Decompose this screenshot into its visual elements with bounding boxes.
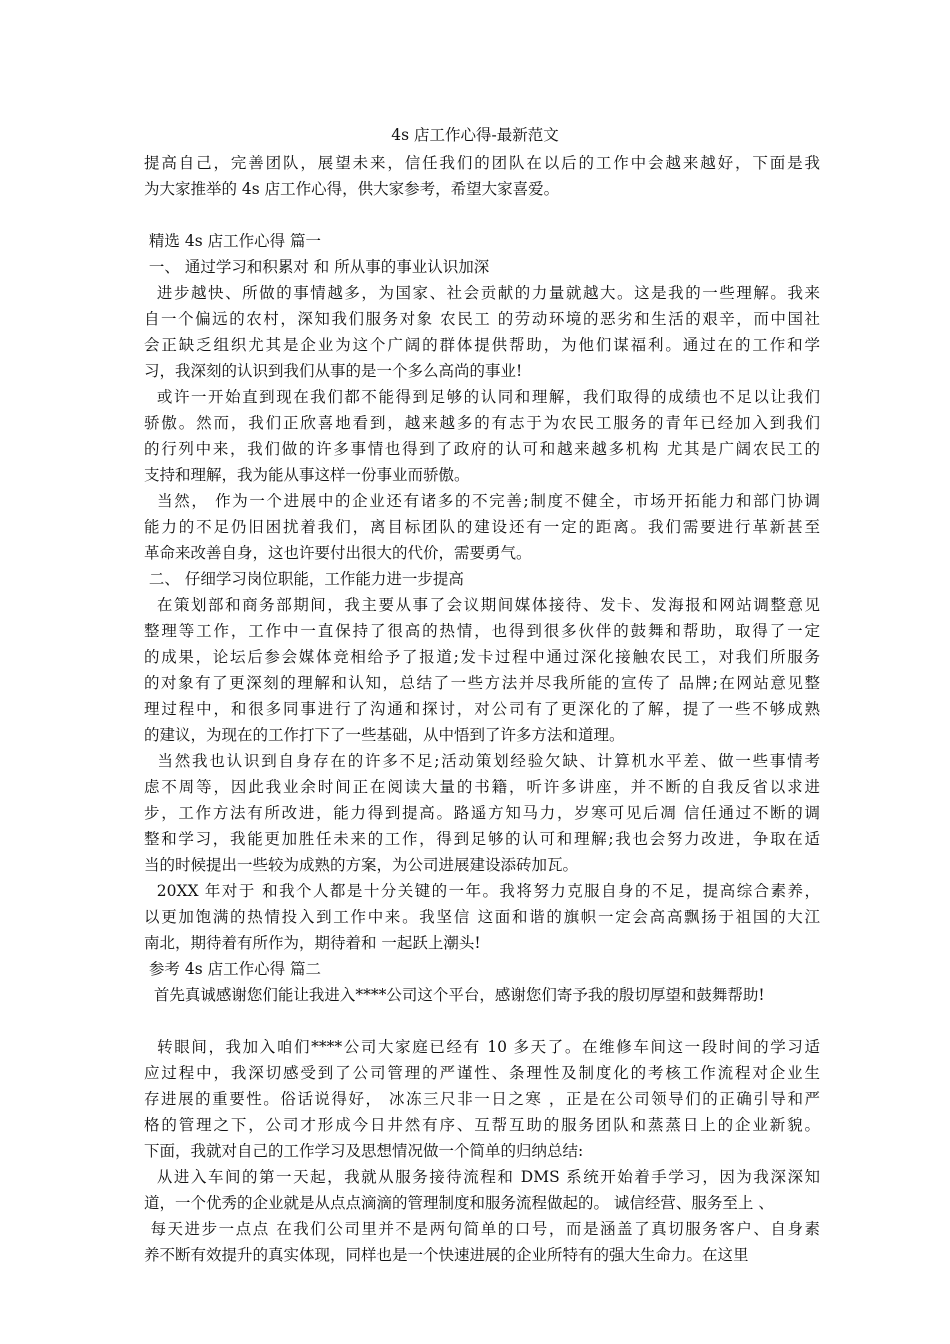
text-line: 在策划部和商务部期间，我主要从事了会议期间媒体接待、发卡、发海报和网站调整意见 bbox=[144, 596, 820, 614]
document-body bbox=[144, 150, 820, 1268]
text-line: 从进入车间的第一天起，我就从服务接待流程和 DMS 系统开始着手学习，因为我深深知 bbox=[144, 1168, 820, 1186]
text-line: 的行列中来，我们做的许多事情也得到了政府的认可和越来越多机构 尤其是广阔农民工的 bbox=[144, 440, 820, 458]
text-line: 当然我也认识到自身存在的许多不足;活动策划经验欠缺、计算机水平差、做一些事情考 bbox=[144, 752, 820, 770]
text-line: 以更加饱满的热情投入到工作中来。我坚信 这面和谐的旗帜一定会高高飘扬于祖国的大江 bbox=[144, 908, 820, 926]
text-line: 20XX 年对于 和我个人都是十分关键的一年。我将努力克服自身的不足，提高综合素养， bbox=[144, 882, 820, 900]
text-line: 精选 4s 店工作心得 篇一 bbox=[144, 232, 322, 250]
text-line: 革命来改善自身，这也许要付出很大的代价，需要勇气。 bbox=[144, 544, 532, 562]
text-line: 整理等工作，工作中一直保持了很高的热情，也得到很多伙伴的鼓舞和帮助，取得了一定 bbox=[144, 622, 820, 640]
blank-line bbox=[144, 1008, 820, 1034]
text-line: 为大家推举的 4s 店工作心得，供大家参考，希望大家喜爱。 bbox=[144, 180, 560, 198]
text-line: 骄傲。然而，我们正欣喜地看到，越来越多的有志于为农民工服务的青年已经加入到我们 bbox=[144, 414, 820, 432]
text-line: 当然， 作为一个进展中的企业还有诸多的不完善;制度不健全，市场开拓能力和部门协调 bbox=[144, 492, 820, 510]
text-line: 应过程中，我深切感受到了公司管理的严谨性、条理性及制度化的考核工作流程对企业生 bbox=[144, 1064, 820, 1082]
text-line: 或许一开始直到现在我们都不能得到足够的认同和理解，我们取得的成绩也不足以让我们 bbox=[144, 388, 820, 406]
text-line: 转眼间，我加入咱们****公司大家庭已经有 10 多天了。在维修车间这一段时间的学习适 bbox=[144, 1038, 820, 1056]
text-line: 格的管理之下，公司才形成今日井然有序、互帮互助的服务团队和蒸蒸日上的企业新貌。 bbox=[144, 1116, 820, 1134]
text-line: 的成果，论坛后参会媒体竞相给予了报道;发卡过程中通过深化接触农民工，对我们所服务 bbox=[144, 648, 820, 666]
text-line: 每天进步一点点 在我们公司里并不是两句简单的口号，而是涵盖了真切服务客户、自身素 bbox=[144, 1220, 820, 1238]
text-line: 二、 仔细学习岗位职能，工作能力进一步提高 bbox=[144, 570, 464, 588]
text-line: 南北，期待着有所作为，期待着和 一起跃上潮头! bbox=[144, 934, 481, 952]
text-line: 能力的不足仍旧困扰着我们，离目标团队的建设还有一定的距离。我们需要进行革新甚至 bbox=[144, 518, 820, 536]
text-line: 一、 通过学习和积累对 和 所从事的事业认识加深 bbox=[144, 258, 490, 276]
text-line: 整和学习，我能更加胜任未来的工作，得到足够的认可和理解;我也会努力改进，争取在适 bbox=[144, 830, 820, 848]
document-title: 4s 店工作心得-最新范文 bbox=[391, 126, 559, 144]
text-line: 首先真诚感谢您们能让我进入****公司这个平台，感谢您们寄予我的殷切厚望和鼓舞帮助! bbox=[144, 986, 765, 1004]
text-line: 习，我深刻的认识到我们从事的是一个多么高尚的事业! bbox=[144, 362, 523, 380]
text-line: 理过程中，和很多同事进行了沟通和探讨，对公司有了更深化的了解，提了一些不够成熟 bbox=[144, 700, 820, 718]
text-line: 支持和理解，我为能从事这样一份事业而骄傲。 bbox=[144, 466, 470, 484]
text-line: 会正缺乏组织尤其是企业为这个广阔的群体提供帮助，为他们谋福利。通过在的工作和学 bbox=[144, 336, 820, 354]
text-line: 自一个偏远的农村，深知我们服务对象 农民工 的劳动环境的恶劣和生活的艰辛，而中国社 bbox=[144, 310, 820, 328]
text-line: 道，一个优秀的企业就是从点点滴滴的管理制度和服务流程做起的。 诚信经营、服务至上 、 bbox=[144, 1194, 774, 1212]
text-line: 当的时候提出一些较为成熟的方案，为公司进展建设添砖加瓦。 bbox=[144, 856, 579, 874]
text-line: 存进展的重要性。俗话说得好， 冰冻三尺非一日之寒 ，正是在公司领导们的正确引导和严 bbox=[144, 1090, 820, 1108]
text-line: 提高自己，完善团队，展望未来，信任我们的团队在以后的工作中会越来越好，下面是我 bbox=[144, 154, 820, 172]
text-line: 步，工作方法有所改进，能力得到提高。路遥方知马力，岁寒可见后凋 信任通过不断的调 bbox=[144, 804, 820, 822]
text-line: 进步越快、所做的事情越多，为国家、社会贡献的力量就越大。这是我的一些理解。我来 bbox=[144, 284, 820, 302]
text-line: 养不断有效提升的真实体现，同样也是一个快速进展的企业所特有的强大生命力。在这里 bbox=[144, 1246, 749, 1264]
text-line: 参考 4s 店工作心得 篇二 bbox=[144, 960, 322, 978]
text-line: 下面，我就对自己的工作学习及思想情况做一个简单的归纳总结: bbox=[144, 1142, 584, 1160]
blank-line bbox=[144, 202, 820, 228]
text-line: 的建议，为现在的工作打下了一些基础，从中悟到了许多方法和道理。 bbox=[144, 726, 625, 744]
text-line: 的对象有了更深刻的理解和认知，总结了一些方法并尽我所能的宣传了 品牌;在网站意见整 bbox=[144, 674, 820, 692]
text-line: 虑不周等，因此我业余时间正在阅读大量的书籍，听许多讲座，并不断的自我反省以求进 bbox=[144, 778, 820, 796]
